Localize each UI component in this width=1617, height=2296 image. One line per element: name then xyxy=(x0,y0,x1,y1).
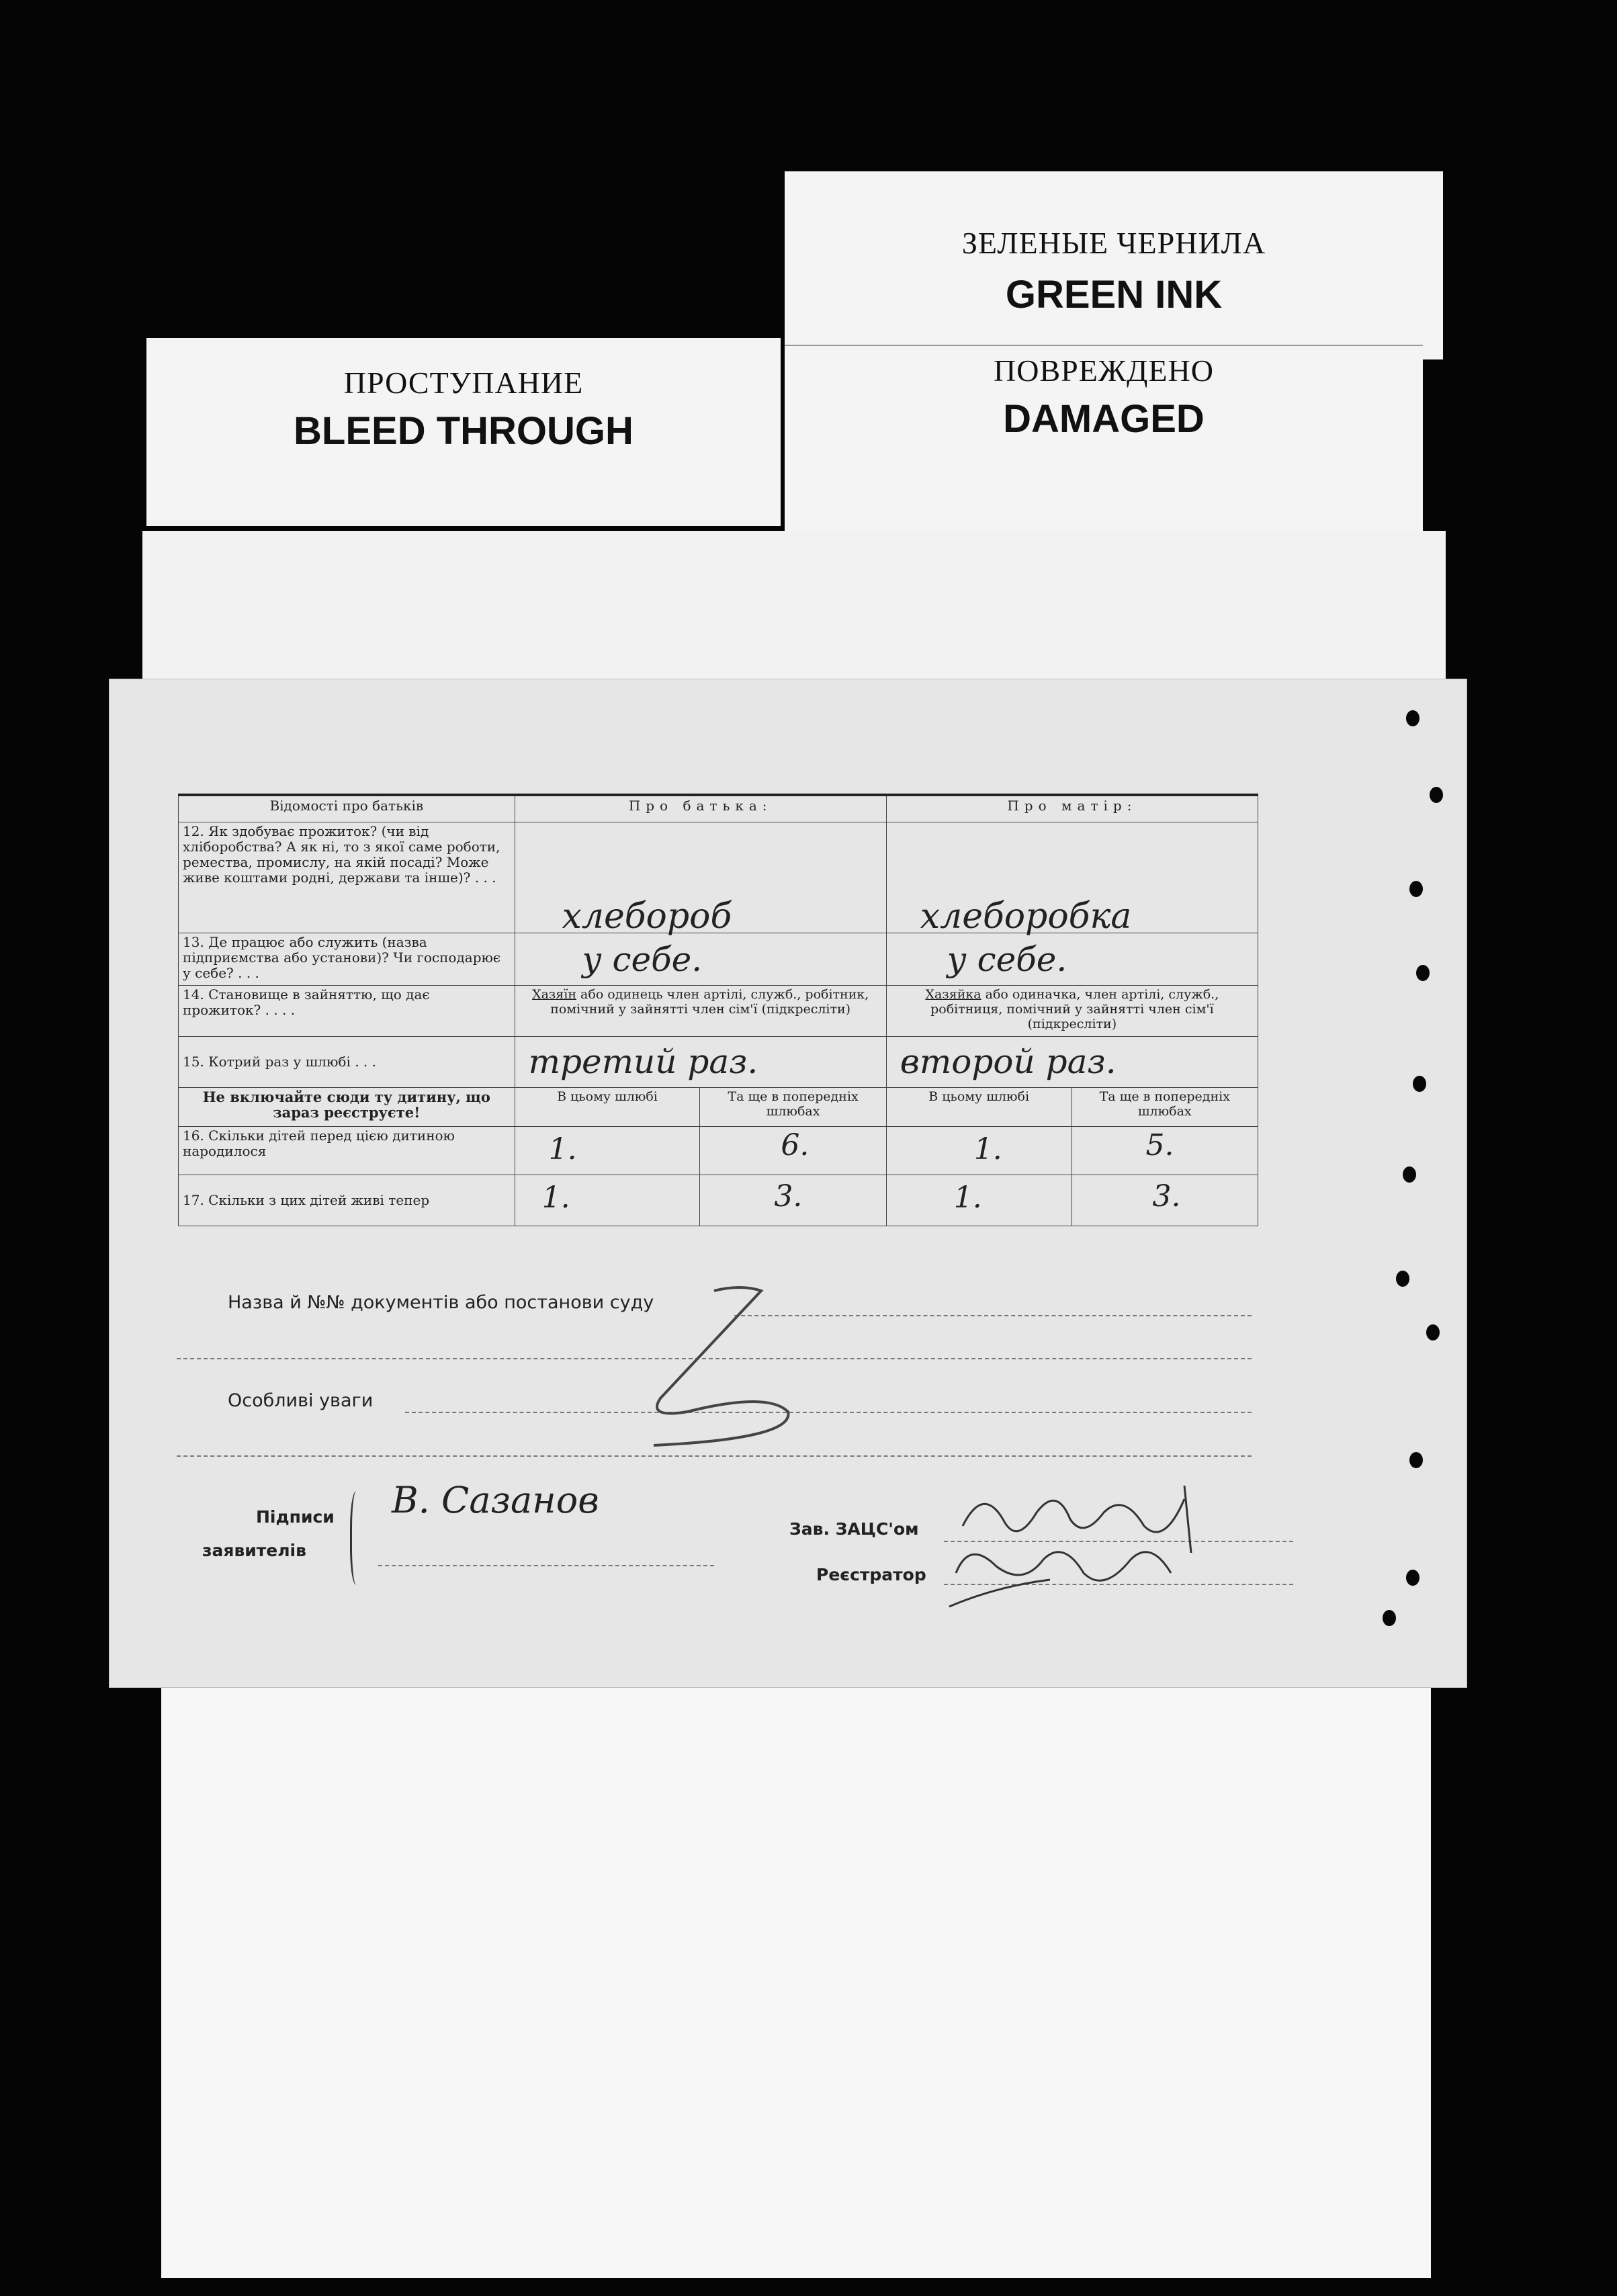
question-13: 13. Де працює або служить (назва підприємства або установи)? Чи господарює у себе? . . . xyxy=(179,933,515,986)
blank-card xyxy=(142,531,1446,692)
question-14: 14. Становище в зайняттю, що дає прожиток? . . . . xyxy=(179,986,515,1037)
answer-16-father-prev xyxy=(700,1127,886,1175)
answer-13-father-cell xyxy=(515,933,886,986)
answer-16-father-this-value: 1. xyxy=(548,1132,577,1166)
damaged-label-card xyxy=(785,345,1423,534)
answer-12-father: хлебороб xyxy=(562,896,732,937)
punch-hole xyxy=(1409,881,1423,897)
answer-16-mother-prev xyxy=(1072,1127,1258,1175)
header-father: Про батька: xyxy=(515,795,886,822)
answer-17-father-this xyxy=(515,1175,700,1226)
answer-16-mother-prev-value: 5. xyxy=(1145,1128,1174,1162)
green-ink-label-ru: ЗЕЛЕНЫЕ ЧЕРНИЛА xyxy=(961,226,1266,260)
answer-12-mother-cell xyxy=(886,822,1258,937)
punch-hole xyxy=(1430,787,1443,803)
signatures-brace xyxy=(350,1491,365,1585)
signatures-label-1: Підписи xyxy=(256,1507,335,1527)
green-ink-label-en: GREEN INK xyxy=(1005,273,1223,316)
row-q12 xyxy=(179,822,1258,933)
row-q17 xyxy=(179,1175,1258,1226)
answer-13-mother: у себе. xyxy=(947,940,1067,979)
bleed-through-label-en: BLEED THROUGH xyxy=(294,409,633,453)
children-warning: Не включайте сюди ту дитину, що зараз реєструєте! xyxy=(179,1088,515,1127)
answer-14-father xyxy=(515,986,886,1037)
backing-sheet xyxy=(161,1660,1431,2278)
answer-15-father-cell xyxy=(515,1037,886,1088)
row-q16 xyxy=(179,1127,1258,1175)
row-children-header xyxy=(179,1088,1258,1127)
table-header-row xyxy=(179,795,1258,822)
green-ink-label-card xyxy=(785,171,1443,359)
father-this-marriage: В цьому шлюбі xyxy=(515,1088,700,1127)
registration-form xyxy=(109,679,1467,1688)
row-q15 xyxy=(179,1037,1258,1088)
answer-14-father-rest: або одинець член артілі, служб., робітник, помічний у зайнятті член сім'ї (підкресліти) xyxy=(550,987,869,1017)
answer-17-mother-prev-value: 3. xyxy=(1152,1179,1181,1214)
question-15: 15. Котрий раз у шлюбі . . . xyxy=(179,1037,515,1088)
answer-12-father-cell xyxy=(515,822,886,937)
answer-14-mother xyxy=(886,986,1258,1037)
head-zags-label: Зав. ЗАЦС'ом xyxy=(789,1519,919,1539)
signatures-label-2: заявителів xyxy=(202,1541,306,1560)
answer-12-mother: хлеборобка xyxy=(920,896,1132,937)
punch-hole xyxy=(1406,710,1419,726)
documents-label: Назва й №№ документів або постанови суду xyxy=(228,1292,654,1313)
punch-hole xyxy=(1383,1610,1396,1626)
answer-16-mother-this-value: 1. xyxy=(973,1132,1002,1166)
punch-hole xyxy=(1426,1324,1440,1341)
mother-prev-marriages: Та ще в попередніх шлюбах xyxy=(1072,1088,1258,1127)
official-signatures xyxy=(943,1472,1225,1620)
punch-hole xyxy=(1406,1570,1419,1586)
answer-17-father-this-value: 1. xyxy=(541,1181,570,1215)
applicant-signature-line xyxy=(378,1565,714,1566)
punch-hole xyxy=(1409,1452,1423,1468)
row-q14 xyxy=(179,986,1258,1037)
bleed-through-label-card xyxy=(146,338,781,526)
header-parents-info: Відомості про батьків xyxy=(179,795,515,822)
answer-15-mother: второй раз. xyxy=(900,1042,1117,1081)
parents-info-table xyxy=(178,794,1258,1226)
punch-hole xyxy=(1396,1271,1409,1287)
answer-15-mother-cell xyxy=(886,1037,1258,1088)
answer-16-father-this xyxy=(515,1127,700,1175)
bleed-through-label-ru: ПРОСТУПАНИЕ xyxy=(343,366,584,400)
answer-14-father-marked: Хазяїн xyxy=(532,987,577,1002)
answer-14-mother-marked: Хазяйка xyxy=(925,987,981,1002)
cancellation-stroke xyxy=(486,1277,835,1459)
answer-17-mother-this-value: 1. xyxy=(953,1181,982,1215)
answer-14-mother-rest: або одиначка, член артілі, служб., робітниця, помічний у зайнятті член сім'ї (підкресліти) xyxy=(930,987,1219,1031)
question-12: 12. Як здобуває прожиток? (чи від хліборобства? А як ні, то з якої саме роботи, ремества, промислу, на якій посаді? Може живе коштами родні, держави та інше)? . . . xyxy=(179,822,515,933)
punch-hole xyxy=(1413,1076,1426,1092)
answer-17-father-prev xyxy=(700,1175,886,1226)
answer-13-mother-cell xyxy=(886,933,1258,986)
answer-17-father-prev-value: 3. xyxy=(774,1179,803,1214)
answer-16-father-prev-value: 6. xyxy=(781,1128,810,1162)
punch-hole xyxy=(1416,965,1430,981)
damaged-label-en: DAMAGED xyxy=(1003,397,1205,441)
answer-17-mother-this xyxy=(886,1175,1072,1226)
header-mother: Про матір: xyxy=(886,795,1258,822)
row-q13 xyxy=(179,933,1258,986)
father-prev-marriages: Та ще в попередніх шлюбах xyxy=(700,1088,886,1127)
question-17: 17. Скільки з цих дітей живі тепер xyxy=(179,1175,515,1226)
mother-this-marriage: В цьому шлюбі xyxy=(886,1088,1072,1127)
damaged-label-ru: ПОВРЕЖДЕНО xyxy=(994,353,1214,388)
punch-hole xyxy=(1403,1166,1416,1183)
question-16: 16. Скільки дітей перед цією дитиною народилося xyxy=(179,1127,515,1175)
answer-17-mother-prev xyxy=(1072,1175,1258,1226)
answer-16-mother-this xyxy=(886,1127,1072,1175)
applicant-signature: В. Сазанов xyxy=(392,1479,599,1521)
answer-13-father: у себе. xyxy=(582,940,703,979)
answer-15-father: третий раз. xyxy=(528,1042,758,1081)
notes-label: Особливі уваги xyxy=(228,1390,374,1411)
registrar-label: Реєстратор xyxy=(816,1565,926,1584)
